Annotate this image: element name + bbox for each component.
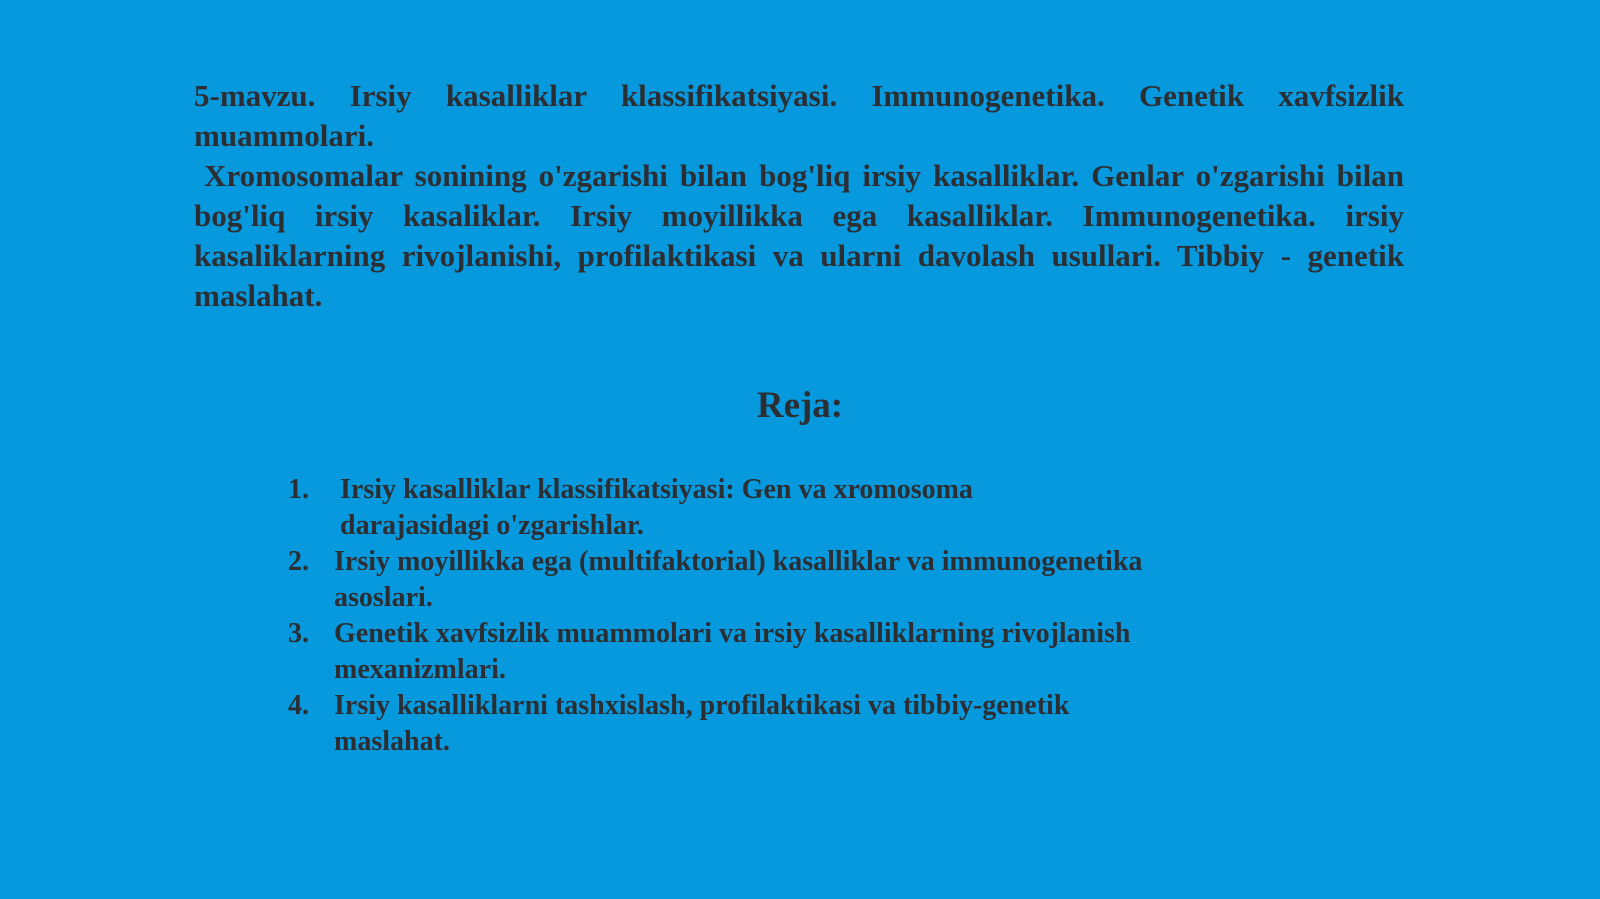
plan-item — [288, 688, 1218, 760]
plan-item-text: Irsiy moyillikka ega (multifaktorial) kasalliklar va immunogenetika asoslari. — [334, 546, 1143, 613]
topic-description: Xromosomalar sonining o'zgarishi bilan bog'liq irsiy kasalliklar. Genlar o'zgarishi bilan bog'liq irsiy kasaliklar. Irsiy moyillikka ega kasalliklar. Immunogenetika. irsiy kasaliklarning rivojlanishi, profilaktikasi va ularni davolash usullari. Tibbiy - genetik maslahat. — [194, 158, 1404, 313]
plan-item-number: 2. — [288, 546, 309, 577]
topic-title: 5-mavzu. Irsiy kasalliklar klassifikatsiyasi. Immunogenetika. Genetik xavfsizlik muammolari. — [194, 78, 1404, 153]
plan-item-number: 1. — [288, 474, 309, 505]
plan-item — [288, 616, 1218, 688]
plan-item-number: 3. — [288, 618, 309, 649]
plan-title: Reja: — [756, 385, 844, 426]
plan-item-text: Irsiy kasalliklar klassifikatsiyasi: Gen va xromosoma darajasidagi o'zgarishlar. — [340, 474, 973, 541]
plan-item-number: 4. — [288, 690, 309, 721]
topic-block — [194, 76, 1404, 316]
plan-item-text: Genetik xavfsizlik muammolari va irsiy kasalliklarning rivojlanish mexanizmlari. — [334, 618, 1131, 685]
plan-item — [288, 544, 1218, 616]
plan-item-text: Irsiy kasalliklarni tashxislash, profilaktikasi va tibbiy-genetik maslahat. — [334, 690, 1070, 757]
plan-list — [288, 472, 1218, 760]
plan-item — [288, 472, 1218, 544]
